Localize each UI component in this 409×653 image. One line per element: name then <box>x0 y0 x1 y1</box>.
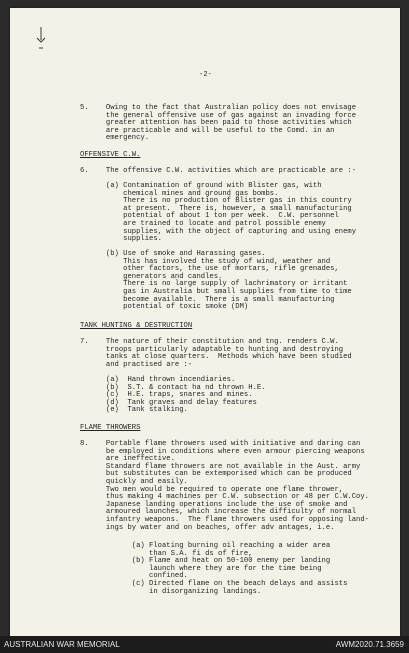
section-heading: TANK HUNTING & DESTRUCTION <box>80 322 193 330</box>
document-text <box>10 8 400 636</box>
text-line: supplies. <box>80 235 162 244</box>
text-line: become available. There is a small manufacturing <box>80 295 335 304</box>
text-line: confined. <box>80 572 188 581</box>
text-line: greater attention has been paid to those activities which <box>80 119 352 128</box>
text-line: This has involved the study of wind, weather and <box>80 257 331 266</box>
text-line: generators and candles. <box>80 272 223 281</box>
text-line: infantry weapons. The flame throwers used for opposing land- <box>80 516 369 524</box>
section-heading: FLAME THROWERS <box>80 424 141 432</box>
text-line: are practicable and will be useful to the Comd. in an <box>80 126 335 135</box>
document-page <box>10 8 400 636</box>
section-heading: OFFENSIVE C.W. <box>80 151 141 159</box>
text-line: troops particularly adaptable to hunting and destroying <box>80 345 344 354</box>
text-line: be employed in conditions where even armour piercing weapons <box>80 447 365 456</box>
text-line: 7. The nature of their constitution and tng. renders C.W. <box>80 338 339 346</box>
text-line: (e) Tank stalking. <box>80 406 188 415</box>
text-line: 6. The offensive C.W. activities which are practicable are :- <box>80 167 357 175</box>
text-line: (b) Use of smoke and Harassing gases. <box>80 250 266 258</box>
text-line: (d) Tank graves and delay features <box>80 398 257 407</box>
footer-source: AUSTRALIAN WAR MEMORIAL <box>4 640 120 649</box>
text-line: (a) Floating burning oil reaching a wider area <box>80 542 331 550</box>
text-line: There is no production of Blister gas in this country <box>80 197 352 206</box>
text-line: thus making 4 machines per C.W. subsection or 48 per C.W.Coy. <box>80 493 369 502</box>
text-line: the general offensive use of gas against an invading force <box>80 111 357 120</box>
text-line: chemical mines and ground gas bombs. <box>80 189 279 198</box>
text-line: in disorganizing landings. <box>80 587 262 596</box>
text-line: (b) Flame and heat on 50-100 enemy per landing <box>80 557 331 566</box>
text-line: Two men would be required to operate one flame thrower, <box>80 485 344 494</box>
text-line: 5. Owing to the fact that Australian policy does not envisage <box>80 104 357 112</box>
text-line: 8. Portable flame throwers used with initiative and daring can <box>80 440 361 448</box>
footer-accession: AWM2020.71.3659 <box>335 640 404 649</box>
text-line: Japanese landing operations include the use of smoke and <box>80 500 348 509</box>
text-line: Standard flame throwers are not available in the Aust. army <box>80 462 361 471</box>
text-line: gas in Australia but small supplies from time to time <box>80 288 352 296</box>
text-line: than S.A. fi ds of fire, <box>80 549 253 558</box>
text-line: tanks at close quarters. Methods which have been studied <box>80 353 352 362</box>
text-line: potential of toxic smoke (DM) <box>80 303 249 312</box>
text-line: quickly and easily. <box>80 478 188 486</box>
text-line: (a) Hand thrown incendiaries. <box>80 376 236 384</box>
text-line: (a) Contamination of ground with Blister gas, with <box>80 182 322 190</box>
text-line: at present. There is, however, a small manufacturing <box>80 204 352 213</box>
text-line: and practised are :- <box>80 360 193 369</box>
footer-bar <box>0 636 409 653</box>
text-line: (b) S.T. & contact ha nd thrown H.E. <box>80 383 266 392</box>
text-line: other factors, the use of mortars, rifle grenades, <box>80 265 339 274</box>
text-line: There is no large supply of lachrimatory or irritant <box>80 280 348 289</box>
text-line: potential of about 1 ton per week. C.W. personnel <box>80 212 339 221</box>
text-line: but substitutes can be extemporised which can be produced <box>80 470 352 479</box>
text-line: emergency. <box>80 134 150 143</box>
text-line: supplies, with the object of capturing and using enemy <box>80 227 357 236</box>
text-line: armoured launches, which increase the difficulty of normal <box>80 508 357 517</box>
text-line: are ineffective. <box>80 455 175 464</box>
text-line: (c) H.E. traps, snares and mines. <box>80 391 253 400</box>
text-line: are trained to locate and patrol possible enemy <box>80 220 326 228</box>
text-line: ings by water and on beaches, offer adv antages, i.e. <box>80 523 335 532</box>
text-line: launch where they are for the time being <box>80 564 322 573</box>
text-line: (c) Directed flame on the beach delays and assists <box>80 580 348 588</box>
page-number: -2- <box>199 71 212 79</box>
